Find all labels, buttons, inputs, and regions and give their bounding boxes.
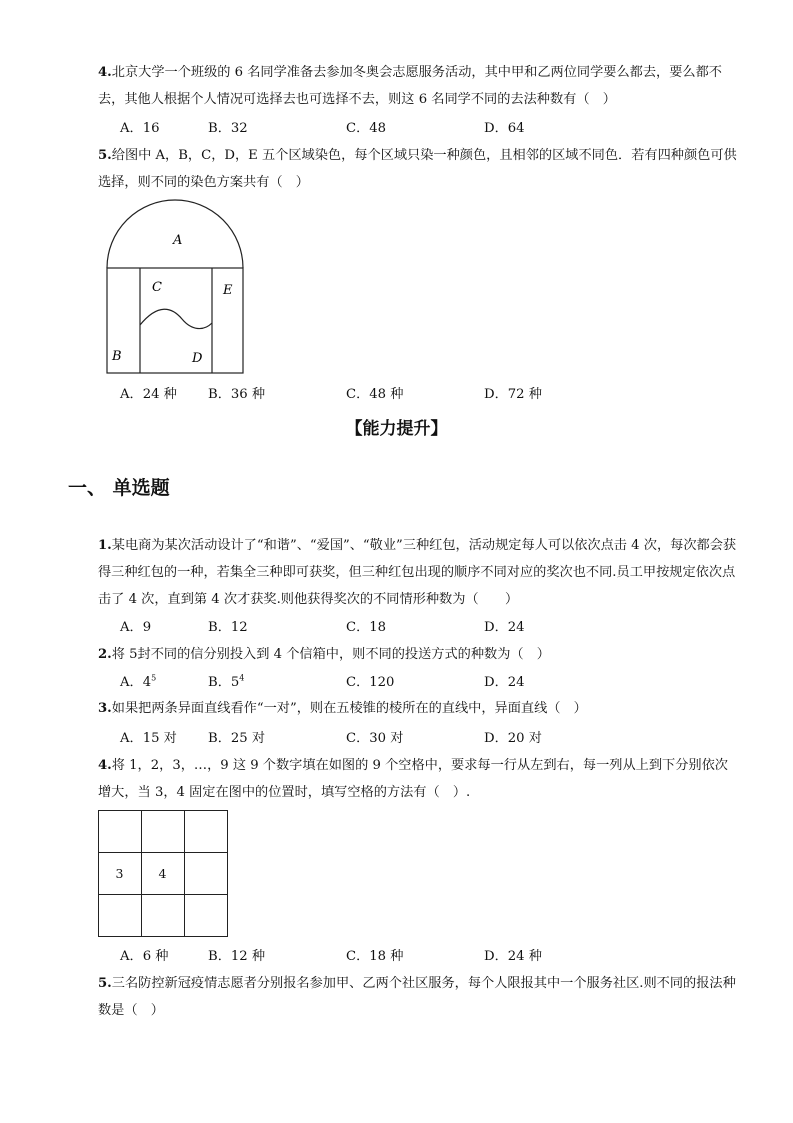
- options-row: [120, 616, 720, 638]
- question-text: 给图中 A，B，C，D，E 五个区域染色，每个区域只染一种颜色，且相邻的区域不同色．若有四种颜色可供选择，则不同的染色方案共有（ ）: [98, 148, 737, 190]
- grid-cell: [141, 810, 185, 853]
- question-number: 4.: [98, 65, 112, 80]
- option-base: A．4: [120, 675, 152, 690]
- grid-cell: [98, 894, 142, 937]
- region-coloring-figure: [100, 195, 250, 377]
- option-c[interactable]: C．48: [346, 121, 387, 136]
- number-grid: [98, 810, 227, 936]
- question-text: 某电商为某次活动设计了“和谐”、“爱国”、“敬业”三种红包，活动规定每人可以依次点击 4 次，每次都会获得三种红包的一种，若集全三种即可获奖，但三种红包出现的顺序不同对应的奖次也不同.员工甲按规定依次点击了 4 次，直到第 4 次才获奖.则他获得奖次的不同情形种数为（ ）: [98, 538, 737, 607]
- label-a: A: [173, 233, 183, 248]
- option-b[interactable]: B．12 种: [208, 949, 266, 964]
- option-a[interactable]: A．16: [120, 121, 160, 136]
- question-text: 将 5封不同的信分别投入到 4 个信箱中，则不同的投送方式的种数为（ ）: [111, 647, 550, 662]
- options-row: [120, 727, 720, 749]
- question-number: 2.: [98, 647, 112, 662]
- option-exponent: 5: [151, 673, 157, 683]
- question-text: 北京大学一个班级的 6 名同学准备去参加冬奥会志愿服务活动，其中甲和乙两位同学要么都去，要么都不去，其他人根据个人情况可选择去也可选择不去，则这 6 名同学不同的去法种数有（ ）: [98, 65, 722, 107]
- grid-cell: [98, 810, 142, 853]
- question-number: 5.: [98, 148, 112, 163]
- question-number: 4.: [98, 758, 112, 773]
- option-d[interactable]: D．72 种: [484, 387, 542, 402]
- section-title: 一、 单选题: [68, 477, 170, 499]
- question-5-top: [98, 142, 738, 196]
- question-1: [98, 532, 738, 613]
- option-c[interactable]: C．30 对: [346, 731, 404, 746]
- grid-cell: [184, 810, 228, 853]
- question-2: [98, 641, 738, 668]
- option-d[interactable]: D．24 种: [484, 949, 542, 964]
- label-b: B: [112, 349, 122, 364]
- label-c: C: [152, 280, 162, 295]
- option-base: B．5: [208, 675, 240, 690]
- question-4-top: [98, 59, 738, 113]
- option-a[interactable]: A．9: [120, 620, 152, 635]
- question-number: 1.: [98, 538, 112, 553]
- option-c[interactable]: C．48 种: [346, 387, 404, 402]
- option-d[interactable]: D．24: [484, 675, 525, 690]
- ability-heading: 【能力提升】: [345, 419, 448, 439]
- option-b[interactable]: B．25 对: [208, 731, 266, 746]
- question-5: [98, 970, 738, 1024]
- option-a[interactable]: A．24 种: [120, 387, 177, 402]
- option-d[interactable]: D．64: [484, 121, 525, 136]
- grid-cell: [184, 894, 228, 937]
- option-d[interactable]: D．20 对: [484, 731, 542, 746]
- options-row: [120, 117, 720, 139]
- grid-cell: 3: [98, 852, 142, 895]
- grid-cell: [184, 852, 228, 895]
- question-number: 5.: [98, 976, 112, 991]
- options-row: [120, 671, 720, 693]
- question-4: [98, 752, 738, 806]
- option-a[interactable]: A．6 种: [120, 949, 169, 964]
- option-b[interactable]: [208, 671, 244, 690]
- option-b[interactable]: B．32: [208, 121, 248, 136]
- question-number: 3.: [98, 701, 112, 716]
- option-a[interactable]: A．15 对: [120, 731, 177, 746]
- option-b[interactable]: B．36 种: [208, 387, 266, 402]
- options-row: [120, 383, 720, 405]
- question-text: 如果把两条异面直线看作“一对”，则在五棱锥的棱所在的直线中，异面直线（ ）: [111, 701, 587, 716]
- label-e: E: [223, 283, 233, 298]
- option-b[interactable]: B．12: [208, 620, 248, 635]
- grid-cell: [141, 894, 185, 937]
- option-a[interactable]: [120, 671, 156, 690]
- option-c[interactable]: C．18 种: [346, 949, 404, 964]
- options-row: [120, 945, 720, 967]
- wave-curve: [140, 309, 212, 328]
- question-text: 将 1，2，3，…，9 这 9 个数字填在如图的 9 个空格中，要求每一行从左到右，每一列从上到下分别依次增大，当 3，4 固定在图中的位置时，填写空格的方法有（ ）.: [98, 758, 728, 800]
- option-c[interactable]: C．120: [346, 675, 395, 690]
- question-3: [98, 695, 738, 722]
- option-exponent: 4: [239, 673, 245, 683]
- grid-cell: 4: [141, 852, 185, 895]
- option-d[interactable]: D．24: [484, 620, 525, 635]
- label-d: D: [192, 351, 203, 366]
- question-text: 三名防控新冠疫情志愿者分别报名参加甲、乙两个社区服务，每个人限报其中一个服务社区.则不同的报法种数是（ ）: [98, 976, 736, 1018]
- option-c[interactable]: C．18: [346, 620, 387, 635]
